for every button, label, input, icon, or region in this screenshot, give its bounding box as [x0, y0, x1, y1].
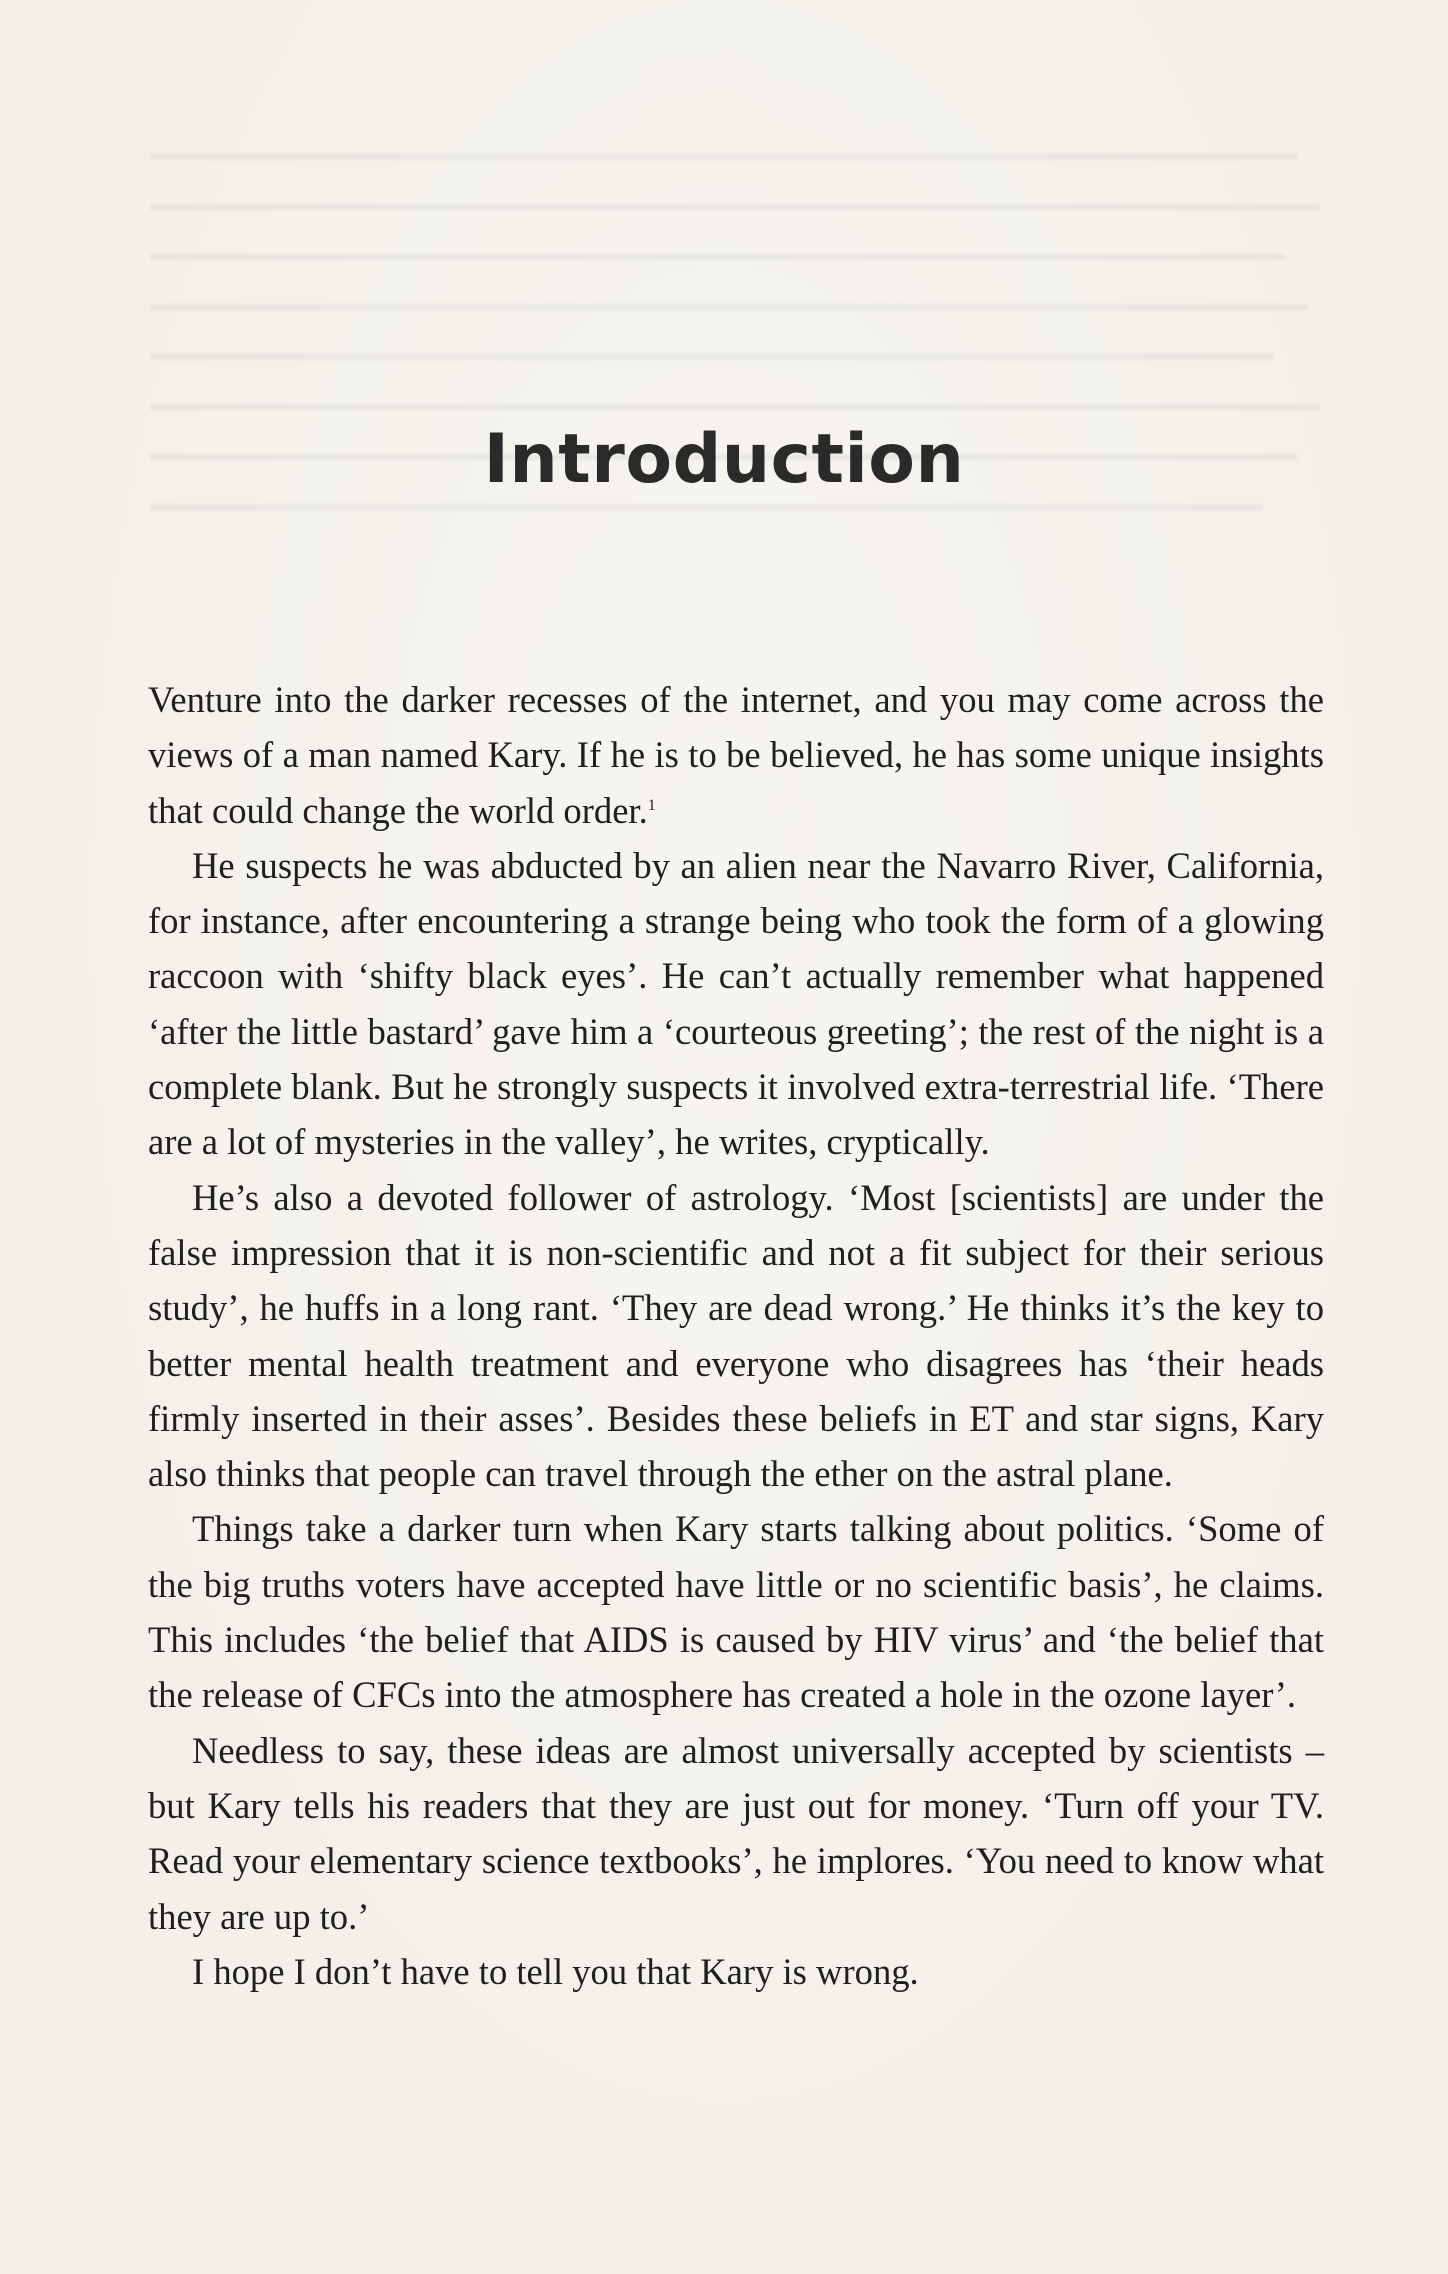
footnote-marker[interactable]: 1	[647, 796, 656, 814]
show-through-texture	[150, 80, 1320, 640]
paragraph-6: I hope I don’t have to tell you that Kary is wrong.	[192, 1950, 919, 1992]
paragraph-4: Things take a darker turn when Kary starts talking about politics. ‘Some of the big truths voters have accepted have little or no scientific basis’, he claims. This includes ‘the belief that AIDS is caused by HIV virus’ and ‘the belief that the release of CFCs into the atmosphere has created a hole in the ozone layer’.	[148, 1508, 1324, 1716]
paragraph-2: He suspects he was abducted by an alien near the Navarro River, California, for instance, after encountering a strange being who took the form of a glowing raccoon with ‘shifty black eyes’. He can’t actually remember what happened ‘after the little bastard’ gave him a ‘courteous greeting’; the rest of the night is a complete blank. But he strongly suspects it involved extra-terrestrial life. ‘There are a lot of mysteries in the valley’, he writes, cryptically.	[148, 844, 1324, 1163]
paragraph-5: Needless to say, these ideas are almost universally accepted by scientists – but Kary tells his readers that they are just out for money. ‘Turn off your TV. Read your elementary science textbooks’, he implores. ‘You need to know what they are up to.’	[148, 1729, 1324, 1937]
paragraph-3: He’s also a devoted follower of astrology. ‘Most [scientists] are under the false impression that it is non-scientific and not a fit subject for their serious study’, he huffs in a long rant. ‘They are dead wrong.’ He thinks it’s the key to better mental health treatment and everyone who disagrees has ‘their heads firmly inserted in their asses’. Besides these beliefs in ET and star signs, Kary also thinks that people can travel through the ether on the astral plane.	[148, 1176, 1324, 1495]
chapter-body	[148, 672, 1324, 1999]
paragraph-1-text: Venture into the darker recesses of the internet, and you may come across the views of a man named Kary. If he is to be believed, he has some unique insights that could change the world order.	[148, 679, 1324, 831]
paragraph-1	[148, 672, 1324, 838]
chapter-title: Introduction	[483, 420, 965, 499]
